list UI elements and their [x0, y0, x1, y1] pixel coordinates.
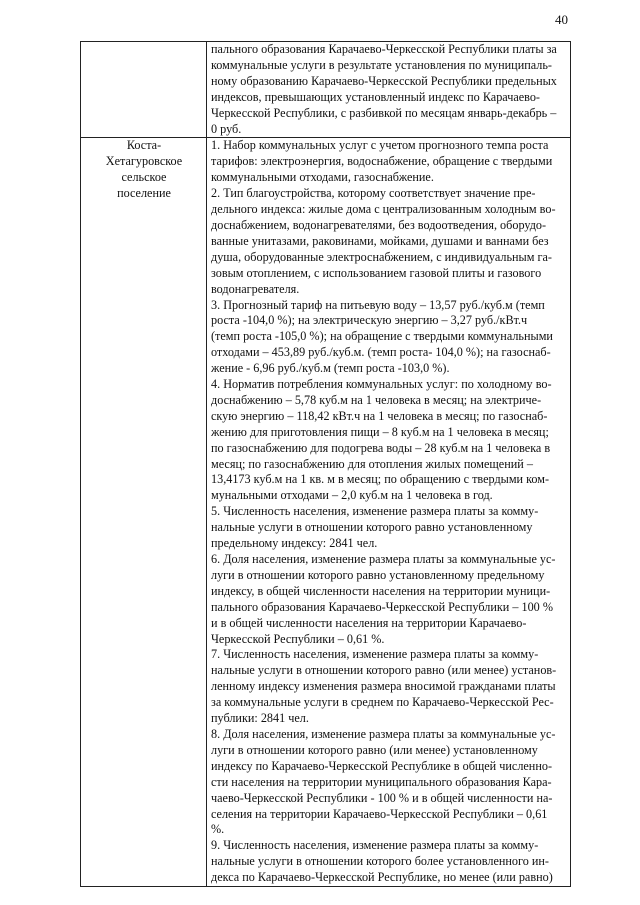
text-line: Черкесской Республики, с разбивкой по месяцам январь-декабрь – [211, 105, 557, 120]
municipality-cell-empty [81, 42, 207, 138]
text-line: ному образованию Карачаево-Черкесской Республики предельных [211, 73, 557, 88]
text-line: тарифов: электроэнергия, водоснабжение, обращение с твердыми [211, 154, 553, 169]
text-line: ленному индексу изменения размера вносимой гражданами платы [211, 679, 556, 694]
text-line: дельного индекса: жилые дома с централизованным холодным во- [211, 202, 556, 217]
text-line: 7. Численность населения, изменение размера платы за комму- [211, 647, 539, 662]
page-number: 40 [555, 12, 568, 27]
text-line: 6. Доля населения, изменение размера платы за коммунальные ус- [211, 552, 556, 566]
text-line: луги в отношении которого равно (или менее) установленному [211, 742, 538, 757]
text-line: водонагревателя. [211, 281, 300, 296]
text-line: 3. Прогнозный тариф на питьевую воду – 13,57 руб./куб.м (темп [211, 297, 545, 312]
text-line: селения на территории Карачаево-Черкесской Республики – 0,61 [211, 806, 548, 821]
text-line: пального образования Карачаево-Черкесской Республики платы за [211, 42, 557, 56]
text-line: месяц; по газоснабжению для отопления жилых помещений – [211, 456, 533, 471]
text-line: 8. Доля населения, изменение размера платы за коммунальные ус- [211, 726, 556, 741]
text-line: роста -104,0 %); на электрическую энергию – 3,27 руб./кВт.ч [211, 313, 528, 328]
municipality-name-line: поселение [117, 186, 171, 201]
description-cell [207, 138, 571, 887]
text-line: (темп роста -105,0 %); на обращение с твердыми коммунальными [211, 329, 553, 344]
text-line: сти населения на территории муниципального образования Кара- [211, 774, 552, 789]
text-line: ванные унитазами, раковинами, мойками, душами и ваннами без [211, 233, 549, 248]
text-line: доснабжению – 5,78 куб.м на 1 человека в месяц; на электриче- [211, 392, 542, 407]
text-line: скую энергию – 118,42 кВт.ч на 1 человека в месяц; по газоснаб- [211, 408, 548, 423]
indices-table [80, 41, 571, 887]
text-line: 1. Набор коммунальных услуг с учетом прогнозного темпа роста [211, 138, 549, 153]
text-line: 13,4173 куб.м на 1 кв. м в месяц; по обращению с твердыми ком- [211, 472, 550, 487]
text-line: нальные услуги в отношении которого равно (или менее) установ- [211, 663, 557, 678]
text-line: луги в отношении которого равно установленному предельному [211, 567, 545, 582]
municipality-name-line: сельское [121, 170, 167, 185]
text-line: предельному индексу: 2841 чел. [211, 536, 378, 551]
municipality-name-line: Коста- [126, 138, 162, 153]
text-line: чаево-Черкесской Республики - 100 % и в общей численности на- [211, 790, 553, 805]
text-line: 9. Численность населения, изменение размера платы за комму- [211, 838, 539, 853]
text-line: за коммунальные услуги в среднем по Карачаево-Черкесской Рес- [211, 695, 554, 710]
text-line: доснабжением, водонагревателями, без водоотведения, оборудо- [211, 217, 547, 232]
text-line: 5. Численность населения, изменение размера платы за комму- [211, 504, 539, 519]
text-line: Черкесской Республики – 0,61 %. [211, 631, 385, 646]
text-line: декса по Карачаево-Черкесской Республике, но менее (или равно) [211, 870, 553, 885]
text-line: и в общей численности населения на территории Карачаево- [211, 615, 527, 630]
text-line: жению для приготовления пищи – 8 куб.м на 1 человека в месяц; [211, 424, 549, 439]
text-line: 4. Норматив потребления коммунальных услуг: по холодному во- [211, 377, 552, 392]
text-line: мунальными отходами – 2,0 куб.м на 1 человека в год. [211, 488, 493, 503]
municipality-cell [81, 138, 207, 887]
text-line: по газоснабжению для подогрева воды – 28 куб.м на 1 человека в [211, 440, 551, 455]
text-line: %. [211, 822, 225, 837]
text-line: отходами – 453,89 руб./куб.м. (темп роста- 104,0 %); на газоснаб- [211, 345, 551, 360]
text-line: коммунальные услуги в результате установления по муниципаль- [211, 57, 552, 72]
text-line: нальные услуги в отношении которого более установленного ин- [211, 854, 549, 869]
text-line: индексу по Карачаево-Черкесской Республике в общей численно- [211, 758, 553, 773]
text-line: нальные услуги в отношении которого равно установленному [211, 520, 533, 535]
text-line: публики: 2841 чел. [211, 711, 309, 726]
text-line: индексу, в общей численности населения на территории муници- [211, 583, 551, 598]
municipality-name-line: Хетагуровское [105, 154, 183, 169]
text-line: индексов, превышающих установленный индекс по Карачаево- [211, 89, 540, 104]
text-line: душа, оборудованные электроснабжением, с индивидуальным га- [211, 249, 552, 264]
text-line: зовым отоплением, с использованием газовой плиты и газового [211, 265, 542, 280]
text-line: 0 руб. [211, 121, 242, 136]
text-line: коммунальными отходами, газоснабжение. [211, 170, 434, 185]
description-cell [207, 42, 571, 138]
text-line: 2. Тип благоустройства, которому соответствует значение пре- [211, 186, 536, 201]
table-row [81, 42, 571, 138]
text-line: жение - 6,96 руб./куб.м (темп роста -103,0 %). [211, 361, 450, 376]
table-row [81, 138, 571, 887]
text-line: пального образования Карачаево-Черкесской Республики – 100 % [211, 599, 553, 614]
